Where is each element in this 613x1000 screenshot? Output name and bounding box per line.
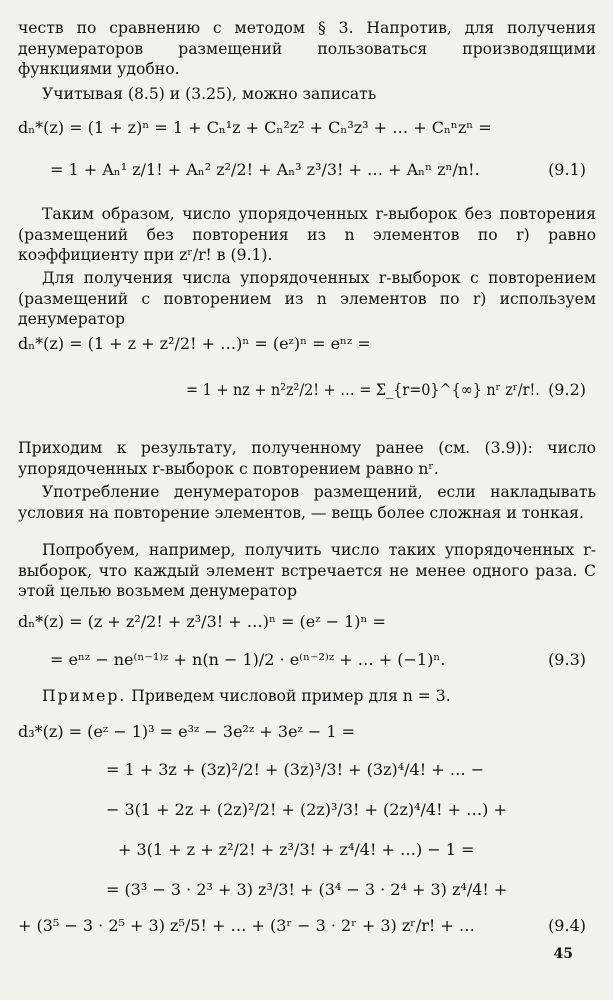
page-number: 45 xyxy=(553,946,573,962)
equation-number-9-3: (9.3) xyxy=(548,650,586,669)
paragraph-conditions: Употребление денумераторов размещений, если накладывать условия на повторение элементов, — вещь более сложная и тонкая. xyxy=(18,483,596,522)
equation-9-1-line2: = 1 + Aₙ¹ z/1! + Aₙ² z²/2! + Aₙ³ z³/3! + … + Aₙⁿ zⁿ/n!. (9.1) xyxy=(50,160,586,179)
paragraph-result: Приходим к результату, полученному ранее (см. (3.9)): число упорядоченных r-выборок с повторением равно nʳ. xyxy=(18,439,596,478)
example-text: Приведем числовой пример для n = 3. xyxy=(131,687,451,705)
paragraph-intro-9-1: Учитывая (8.5) и (3.25), можно записать xyxy=(42,85,377,103)
equation-9-2-line2: = 1 + nz + n²z²/2! + … = Σ_{r=0}^{∞} nʳ zʳ/r!. (9.2) xyxy=(186,380,586,399)
paragraph-with-repetition: Для получения числа упорядоченных r-выборок с повторением (размещений с повторением из n элементов по r) используем денумератор xyxy=(18,269,596,328)
example-heading xyxy=(18,686,596,706)
equation-9-3-line1: dₙ*(z) = (z + z²/2! + z³/3! + …)ⁿ = (eᶻ − 1)ⁿ = xyxy=(18,612,386,631)
equation-number-9-1: (9.1) xyxy=(548,160,586,179)
equation-9-4-line1: d₃*(z) = (eᶻ − 1)³ = e³ᶻ − 3e²ᶻ + 3eᶻ − 1 = xyxy=(18,722,356,741)
paragraph-continuation: честв по сравнению с методом § 3. Напротив, для получения денумераторов размещений пользоваться производящими функциями удобно. xyxy=(18,19,596,78)
equation-number-9-4: (9.4) xyxy=(548,916,586,935)
equation-9-3-line2: = eⁿᶻ − ne⁽ⁿ⁻¹⁾ᶻ + n(n − 1)/2 · e⁽ⁿ⁻²⁾ᶻ + … + (−1)ⁿ. (9.3) xyxy=(50,650,586,669)
example-label: Пример. xyxy=(42,687,127,705)
equation-9-2-line1: dₙ*(z) = (1 + z + z²/2! + …)ⁿ = (eᶻ)ⁿ = eⁿᶻ = xyxy=(18,334,371,353)
equation-9-4-line6: + (3⁵ − 3 · 2⁵ + 3) z⁵/5! + … + (3ʳ − 3 · 2ʳ + 3) zʳ/r! + … (9.4) xyxy=(18,916,586,935)
equation-9-4-line2: = 1 + 3z + (3z)²/2! + (3z)³/3! + (3z)⁴/4! + … − xyxy=(106,760,485,779)
equation-9-4-line4: + 3(1 + z + z²/2! + z³/3! + z⁴/4! + …) − 1 = xyxy=(118,840,475,859)
paragraph-without-repetition: Таким образом, число упорядоченных r-выборок без повторения (размещений без повторения из n элементов по r) равно коэффициенту при zʳ/r! в (9.1). xyxy=(18,205,596,264)
equation-number-9-2: (9.2) xyxy=(548,380,586,399)
paragraph-attempt: Попробуем, например, получить число таких упорядоченных r-выборок, что каждый элемент встречается не менее одного раза. С этой целью возьмем денумератор xyxy=(18,541,596,600)
equation-9-1-line1: dₙ*(z) = (1 + z)ⁿ = 1 + Cₙ¹z + Cₙ²z² + Cₙ³z³ + … + Cₙⁿzⁿ = xyxy=(18,118,492,137)
equation-9-4-line3: − 3(1 + 2z + (2z)²/2! + (2z)³/3! + (2z)⁴/4! + …) + xyxy=(106,800,507,819)
equation-9-4-line5: = (3³ − 3 · 2³ + 3) z³/3! + (3⁴ − 3 · 2⁴ + 3) z⁴/4! + xyxy=(106,880,508,899)
